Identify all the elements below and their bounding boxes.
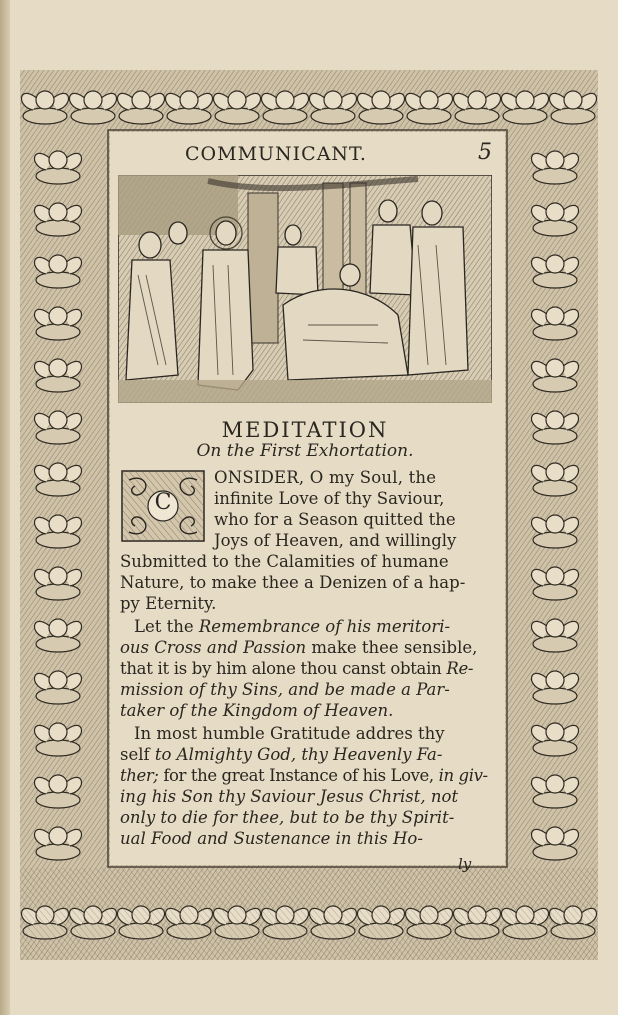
cherub-ornament	[35, 567, 82, 600]
cherub-ornament	[532, 255, 579, 288]
paragraph-1-line-1: ONSIDER, O my Soul, the	[214, 468, 437, 487]
cherub-ornament	[532, 723, 579, 756]
text-run: self	[120, 745, 155, 764]
paragraph-2-line-3	[120, 658, 492, 679]
text-run: make thee sensible,	[306, 638, 478, 657]
paragraph-3-line-2	[120, 744, 492, 765]
italic-run: to Almighty God, thy Heavenly Fa-	[154, 745, 443, 764]
cherub-ornament	[532, 515, 579, 548]
text-run: for the great Instance of his Love,	[158, 766, 439, 785]
cherub-ornament	[532, 359, 579, 392]
cherub-ornament	[35, 671, 82, 704]
cherub-ornament	[214, 91, 261, 124]
cherub-ornament	[262, 91, 309, 124]
paragraph-1-line-3: who for a Season quitted the	[214, 510, 456, 529]
cherub-ornament	[35, 307, 82, 340]
paragraph-1-line-4: Joys of Heaven, and willingly	[214, 531, 457, 550]
drop-cap-letter: C	[154, 490, 172, 515]
paragraph-3-line-6: ual Food and Sustenance in this Ho-	[120, 829, 423, 848]
paragraph-3-line-4: ing his Son thy Saviour Jesus Christ, not	[120, 787, 459, 806]
cherub-ornament	[358, 91, 405, 124]
italic-run: ous Cross and Passion	[120, 638, 307, 657]
engraving-illustration	[118, 175, 492, 403]
paragraph-2-line-1	[134, 616, 506, 637]
italic-run: ther;	[120, 766, 159, 785]
cherub-ornament	[35, 723, 82, 756]
cherub-ornament	[22, 91, 69, 124]
cherub-ornament	[454, 91, 501, 124]
cherub-ornament	[532, 307, 579, 340]
cherub-ornament	[35, 463, 82, 496]
paragraph-1-line-5: Submitted to the Calamities of humane	[120, 552, 449, 571]
italic-run: in giv-	[438, 766, 488, 785]
cherub-ornament	[550, 91, 597, 124]
cherub-ornament	[532, 203, 579, 236]
cherub-ornament	[532, 619, 579, 652]
paragraph-1-line-7: py Eternity.	[120, 594, 217, 613]
cherub-ornament	[532, 827, 579, 860]
paragraph-3-line-5: only to die for thee, but to be thy Spirit-	[120, 808, 455, 827]
cherub-ornament	[502, 91, 549, 124]
running-head: COMMUNICANT.	[185, 143, 367, 165]
meditation-title: MEDITATION	[221, 418, 389, 442]
text-run: that it is by him alone thou canst obtain	[120, 659, 447, 678]
cherub-ornament	[35, 775, 82, 808]
cherub-ornament	[35, 619, 82, 652]
cherub-ornament	[35, 515, 82, 548]
cherub-ornament	[310, 91, 357, 124]
cherub-ornament	[35, 255, 82, 288]
cherub-ornament	[532, 463, 579, 496]
cherub-ornament	[35, 359, 82, 392]
cherub-ornament	[532, 151, 579, 184]
cherub-ornament	[35, 411, 82, 444]
cherub-ornament	[35, 827, 82, 860]
cherub-ornament	[532, 411, 579, 444]
cherub-ornament	[166, 91, 213, 124]
paragraph-2-line-4: mission of thy Sins, and be made a Par-	[120, 680, 450, 699]
paragraph-1-line-2: infinite Love of thy Saviour,	[214, 489, 445, 508]
page-number: 5	[478, 140, 492, 165]
cherub-ornament	[532, 671, 579, 704]
italic-run: Re-	[446, 659, 474, 678]
meditation-subtitle: On the First Exhortation.	[196, 441, 414, 461]
cherub-ornament	[35, 203, 82, 236]
cherub-ornament	[70, 91, 117, 124]
text-run: Let the	[134, 617, 199, 636]
catchword: ly	[458, 855, 472, 873]
cherub-ornament	[118, 91, 165, 124]
paragraph-3-line-3	[120, 765, 492, 786]
cherub-ornament	[532, 567, 579, 600]
cherub-ornament	[532, 775, 579, 808]
cherub-ornament	[35, 151, 82, 184]
paragraph-1-line-6: Nature, to make thee a Denizen of a hap-	[120, 573, 466, 592]
cherub-ornament	[406, 91, 453, 124]
paragraph-2-line-5: taker of the Kingdom of Heaven.	[120, 701, 394, 720]
paragraph-3-line-1: In most humble Gratitude addres thy	[134, 724, 445, 743]
italic-run: Remembrance of his meritori-	[198, 617, 451, 636]
paragraph-2-line-2	[120, 637, 492, 658]
